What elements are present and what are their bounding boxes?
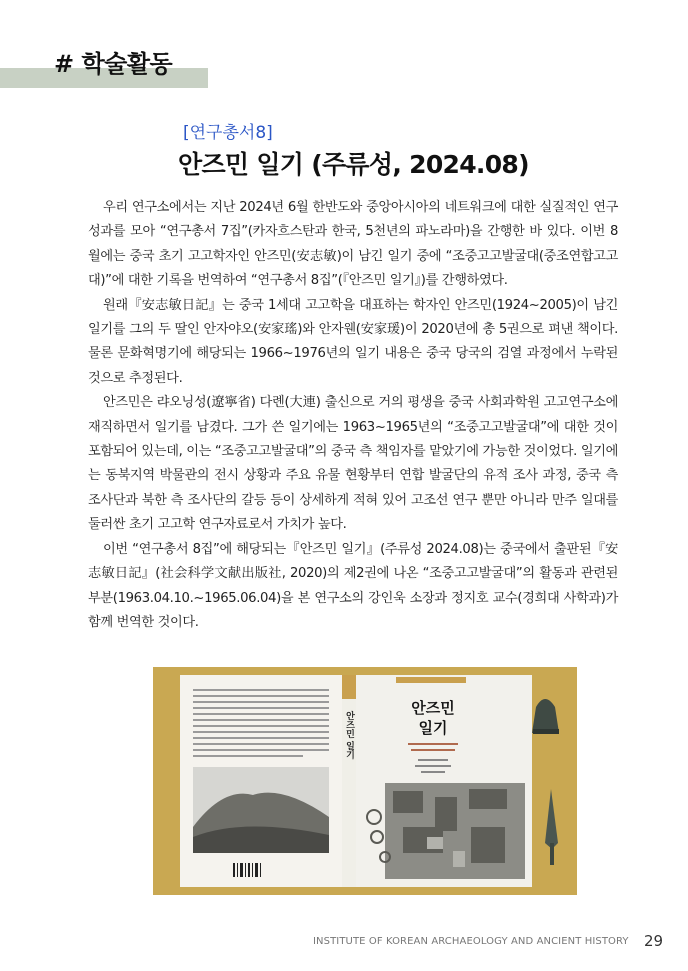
paragraph-1: 우리 연구소에서는 지난 2024년 6월 한반도와 중앙아시아의 네트워크에 대한 실질적인 연구성과를 모아 “연구총서 7집”(카자흐스탄과 한국, 5천년의 파노라마)을 간행한 바 있다. 이번 8월에는 중국 초기 고고학자인 안즈민(安志敏)이 남긴 일기 중에 “조중고고발굴대(중조연합고고대)”에 대한 기록을 번역하여 “연구총서 8집”(『안즈민 일기』)를 간행하였다. <box>88 200 618 289</box>
book-spine <box>342 675 356 887</box>
article-body <box>88 196 618 635</box>
paragraph-2: 원래『安志敏日記』는 중국 1세대 고고학을 대표하는 학자인 안즈민(1924~2005)이 남긴 일기를 그의 두 딸인 안자야오(安家瑤)와 안자웬(安家瑗)이 2020년에 총 5권으로 펴낸 책이다. 물론 문화혁명기에 해당되는 1966~1976년의 일기 내용은 중국 당국의 검열 과정에서 누락된 것으로 추정된다. <box>88 297 618 386</box>
front-title-line2: 일기 <box>418 719 448 737</box>
section-title: # 학술활동 <box>54 50 173 78</box>
series-tag: [연구총서8] <box>183 123 273 143</box>
book-cover-illustration <box>153 667 577 895</box>
paragraph-4: 이번 “연구총서 8집”에 해당되는『안즈민 일기』(주류성 2024.08)는 중국에서 출판된『安志敏日記』(社会科学文献出版社, 2020)의 제2권에 나온 “조중고고발굴대”의 활동과 관련된 부분(1963.04.10.~1965.06.04)을 본 연구소의 강인욱 소장과 정지호 교수(경희대 사학과)가 함께 번역한 것이다. <box>88 541 618 630</box>
page-number: 29 <box>644 932 664 950</box>
paragraph-3: 안즈민은 랴오닝성(遼寧省) 다롄(大連) 출신으로 거의 평생을 중국 사회과학원 고고연구소에 재직하면서 일기를 남겼다. 그가 쓴 일기에는 1963~1965년의 “조중고고발굴대”에 대한 것이 포함되어 있는데, 이는 “조중고고발굴대”의 중국 측 책임자를 맡았기에 가능한 것이었다. 일기에는 동북지역 박물관의 전시 상황과 주요 유물 현황부터 연합 발굴단의 유적 조사 과정, 중국 측 조사단과 북한 측 조사단의 갈등 등이 상세하게 적혀 있어 고조선 연구 뿐만 아니라 만주 일대를 둘러싼 초기 고고학 연구자료로서 가치가 높다. <box>88 395 618 533</box>
book-cover-photo <box>153 667 577 895</box>
article-title: 안즈민 일기 (주류성, 2024.08) <box>178 150 529 179</box>
footer-institute-name: INSTITUTE OF KOREAN ARCHAEOLOGY AND ANCIENT HISTORY <box>313 936 629 947</box>
front-title-line1: 안즈민 <box>411 699 455 717</box>
spine-title: 안즈민 일기 <box>344 711 354 760</box>
